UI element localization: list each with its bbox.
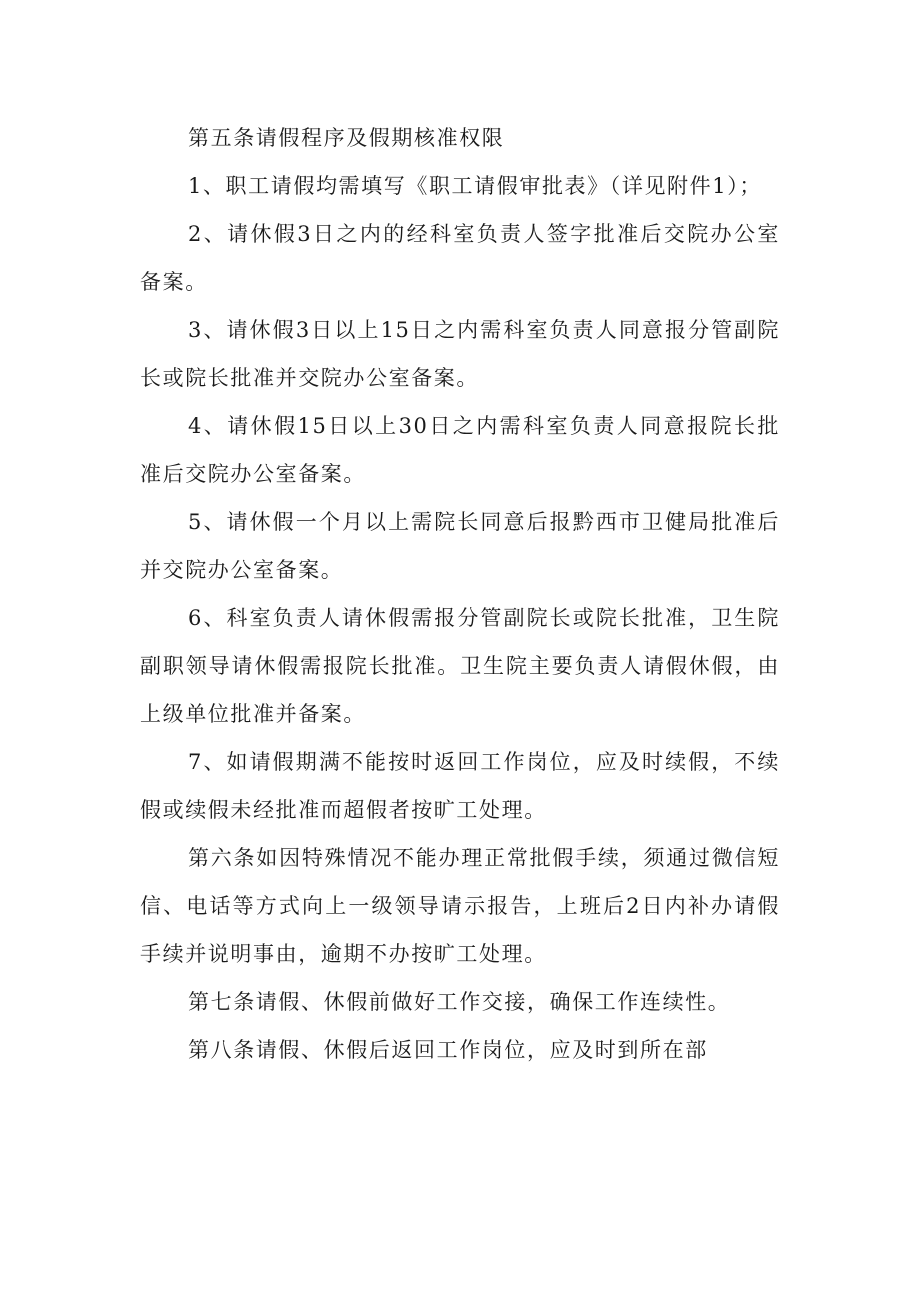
clause-3: 3、请休假3日以上15日之内需科室负责人同意报分管副院长或院长批准并交院办公室备案。 <box>140 318 780 390</box>
clause-7: 7、如请假期满不能按时返回工作岗位，应及时续假，不续假或续假未经批准而超假者按旷工处理。 <box>140 750 780 822</box>
clause-6: 6、科室负责人请休假需报分管副院长或院长批准，卫生院副职领导请休假需报院长批准。卫生院主要负责人请假休假，由上级单位批准并备案。 <box>140 606 780 726</box>
article-5-heading: 第五条请假程序及假期核准权限 <box>188 126 505 150</box>
clause-1: 1、职工请假均需填写《职工请假审批表》（详见附件1）； <box>188 174 762 198</box>
article-8: 第八条请假、休假后返回工作岗位，应及时到所在部 <box>188 1038 708 1062</box>
clause-2: 2、请休假3日之内的经科室负责人签字批准后交院办公室备案。 <box>140 222 780 294</box>
clause-4: 4、请休假15日以上30日之内需科室负责人同意报院长批准后交院办公室备案。 <box>140 414 780 486</box>
article-6: 第六条如因特殊情况不能办理正常批假手续，须通过微信短信、电话等方式向上一级领导请示报告，上班后2日内补办请假手续并说明事由，逾期不办按旷工处理。 <box>140 846 780 966</box>
clause-5: 5、请休假一个月以上需院长同意后报黔西市卫健局批准后并交院办公室备案。 <box>140 510 780 582</box>
article-7: 第七条请假、休假前做好工作交接，确保工作连续性。 <box>188 990 731 1014</box>
document-page <box>140 114 780 1074</box>
